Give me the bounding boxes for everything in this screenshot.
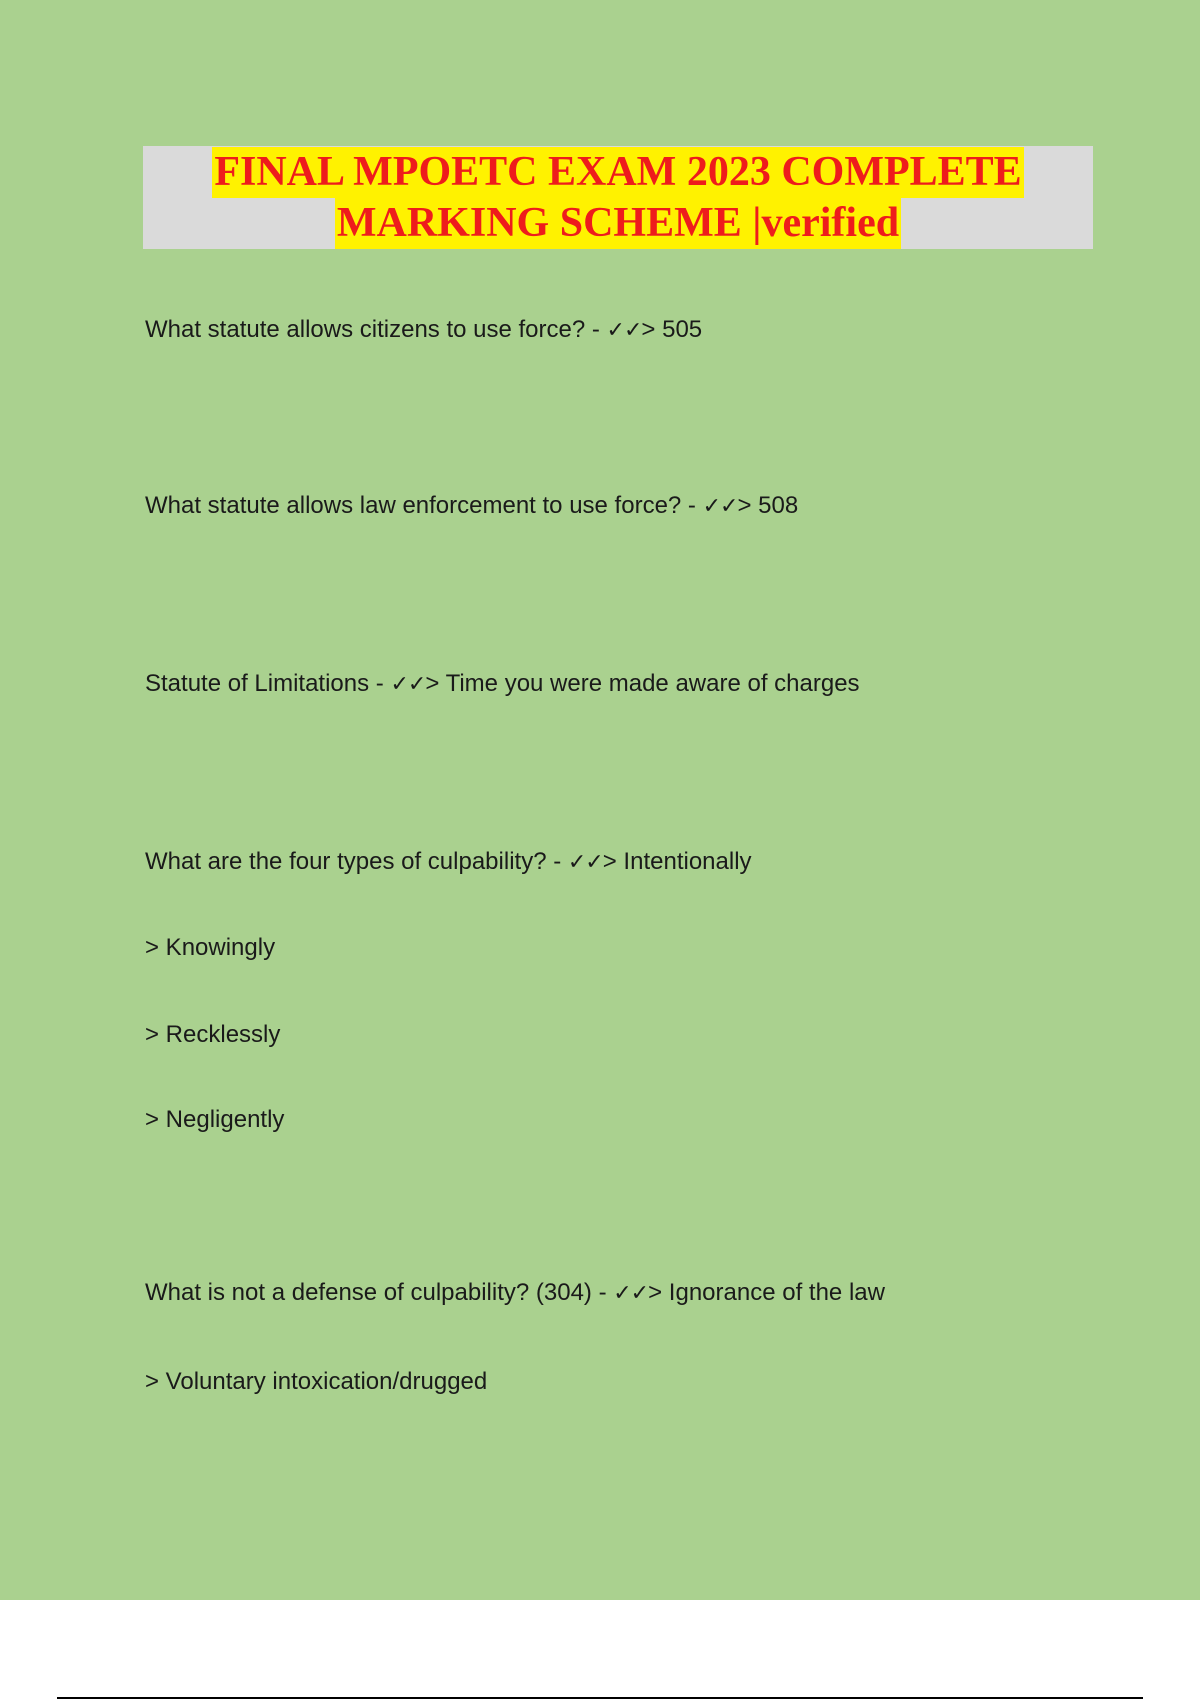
qa-item-not-a-defense: [145, 1278, 885, 1309]
answer-text: > Ignorance of the law: [648, 1279, 885, 1306]
answer-line-negligently: > Negligently: [145, 1106, 285, 1133]
question-text: What statute allows citizens to use force? -: [145, 316, 607, 343]
qa-item-statute-of-limitations: [145, 669, 860, 700]
answer-line-recklessly: > Recklessly: [145, 1021, 281, 1048]
double-check-icon: ✓✓: [606, 318, 642, 343]
answer-text: > 508: [737, 492, 799, 519]
double-check-icon: ✓✓: [390, 672, 426, 697]
answer-text: > Intentionally: [602, 848, 752, 875]
double-check-icon: ✓✓: [702, 494, 738, 519]
title-line-2: MARKING SCHEME |verified: [335, 198, 901, 249]
double-check-icon: ✓✓: [613, 1281, 649, 1306]
question-text: What is not a defense of culpability? (304) -: [145, 1279, 614, 1306]
question-text: Statute of Limitations -: [145, 670, 391, 697]
footer-divider: [57, 1697, 1143, 1699]
qa-item-four-culpability-types: [145, 847, 752, 878]
qa-item-citizens-force: [145, 315, 702, 346]
answer-line-knowingly: > Knowingly: [145, 934, 276, 961]
double-check-icon: ✓✓: [567, 850, 603, 875]
title-line-1: FINAL MPOETC EXAM 2023 COMPLETE: [212, 147, 1023, 198]
answer-line-voluntary-intoxication: > Voluntary intoxication/drugged: [145, 1368, 488, 1395]
question-text: What statute allows law enforcement to use force? -: [145, 492, 703, 519]
qa-item-law-enforcement-force: [145, 491, 798, 522]
question-text: What are the four types of culpability? -: [145, 848, 568, 875]
answer-text: > Time you were made aware of charges: [425, 670, 860, 697]
title-band: [143, 146, 1093, 249]
answer-text: > 505: [641, 316, 703, 343]
